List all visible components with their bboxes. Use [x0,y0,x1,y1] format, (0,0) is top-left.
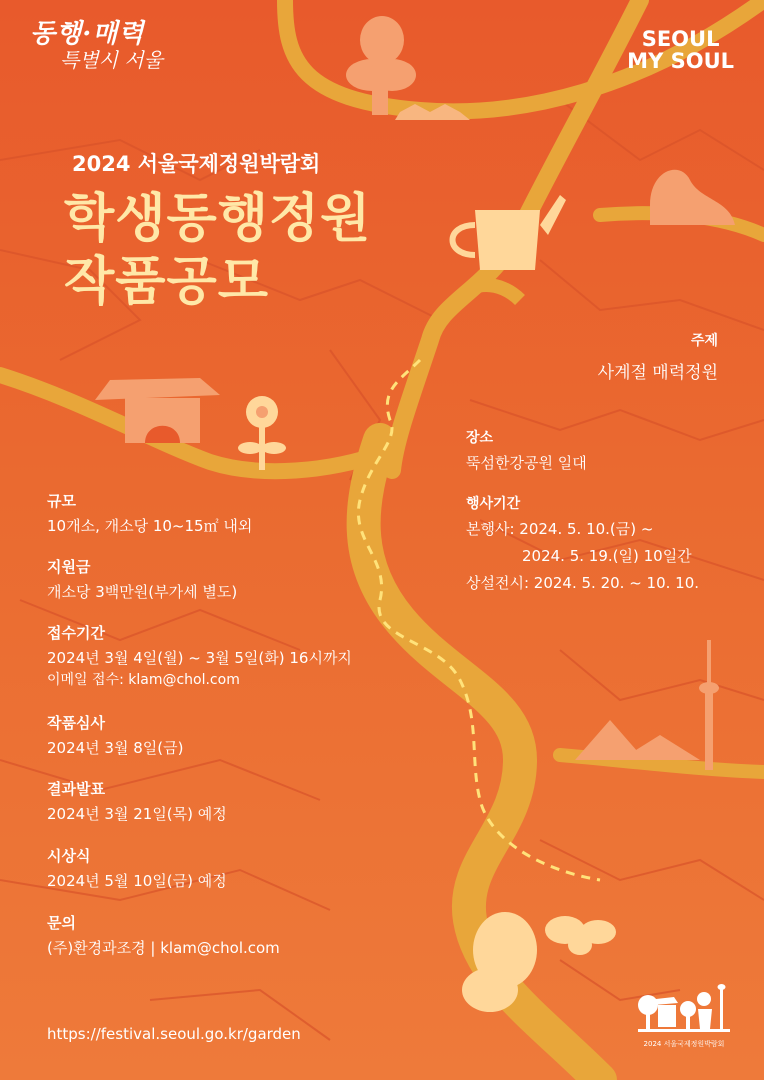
garden-expo-icon [634,975,734,1033]
event-subtitle: 2024 서울국제정원박람회 [72,152,321,176]
detail-funding [47,556,237,604]
title-line1: 학생동행정원 [64,189,372,249]
place-value: 뚝섬한강공원 일대 [466,454,587,472]
slogan-line2: 특별시 서울 [60,47,163,72]
detail-label: 규모 [47,492,76,510]
detail-value: 2024년 3월 4일(월) ~ 3월 5일(화) 16시까지 [47,649,352,667]
detail-value: 2024년 3월 8일(금) [47,739,184,757]
title-line2: 작품공모 [64,252,269,313]
detail-scale [47,490,252,538]
seoul-my-soul-logo [627,28,734,72]
detail-email: 이메일 접수: klam@chol.com [47,671,240,688]
place-label: 장소 [466,430,494,446]
seoul-logo-line1: SEOUL [641,27,720,51]
seoul-logo-line2: MY SOUL [627,49,734,74]
detail-label: 시상식 [47,847,91,865]
slogan-logo [30,20,163,71]
detail-value: (주)환경과조경 | klam@chol.com [47,939,280,957]
detail-review [47,712,183,760]
theme-value: 사계절 매력정원 [597,363,718,383]
detail-value: 10개소, 개소당 10~15㎡ 내외 [47,517,253,535]
detail-submission [47,622,352,691]
period-line1: 본행사: 2024. 5. 10.(금) ~ [466,520,654,538]
detail-label: 작품심사 [47,714,105,732]
slogan-line1: 동행·매력 [30,19,145,49]
detail-announcement [47,778,227,826]
detail-label: 접수기간 [47,624,105,642]
festival-url[interactable]: https://festival.seoul.go.kr/garden [47,1025,301,1043]
theme-label: 주제 [690,333,718,349]
detail-ceremony [47,845,227,893]
expo-logo [634,975,734,1049]
expo-caption: 2024 서울국제정원박람회 [643,1040,725,1048]
detail-inquiry [47,912,280,960]
period-line3: 상설전시: 2024. 5. 20. ~ 10. 10. [466,574,700,592]
detail-value: 개소당 3백만원(부가세 별도) [47,583,238,601]
detail-value: 2024년 3월 21일(목) 예정 [47,805,227,823]
period-label: 행사기간 [466,496,521,512]
period-line2: 2024. 5. 19.(일) 10일간 [522,547,692,565]
detail-value: 2024년 5월 10일(금) 예정 [47,872,227,890]
detail-label: 지원금 [47,558,91,576]
detail-label: 문의 [47,914,76,932]
detail-label: 결과발표 [47,780,105,798]
page-title [64,188,371,315]
